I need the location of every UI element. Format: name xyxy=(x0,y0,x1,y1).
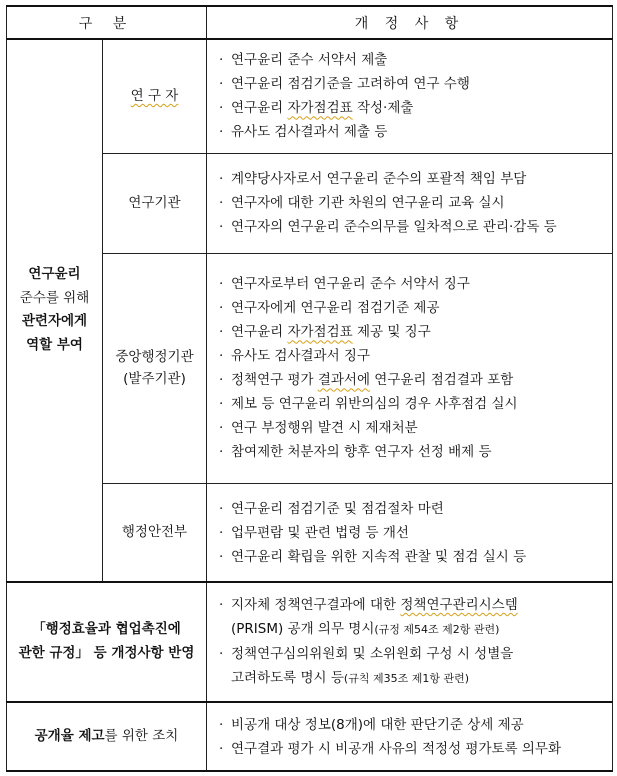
list-item: · 연구윤리 자가점검표 제공 및 징구 xyxy=(219,320,606,344)
agency-label: 중앙행정기관 (발주기관) xyxy=(103,253,207,484)
row-researcher xyxy=(7,39,613,153)
list-item: · 연구자의 연구윤리 준수의무를 일차적으로 관리·감독 등 xyxy=(219,215,606,239)
revision-table xyxy=(6,5,613,772)
list-item: · 참여제한 처분자의 향후 연구자 선정 배제 등 xyxy=(219,440,606,464)
mois-label: 행정안전부 xyxy=(103,484,207,582)
row-regulation xyxy=(7,582,613,703)
list-item: · 연구윤리 점검기준을 고려하여 연구 수행 xyxy=(219,72,606,96)
header-changes: 개 정 사 항 xyxy=(207,6,613,39)
list-item: · 지자체 정책연구결과에 대한 정책연구관리시스템 xyxy=(219,593,606,617)
list-item-continued: 고려하도록 명시 등(규칙 제35조 제1항 관련) xyxy=(231,669,469,686)
agency-items xyxy=(207,253,613,484)
list-item: · 유사도 검사결과서 징구 xyxy=(219,344,606,368)
institution-items xyxy=(207,153,613,253)
list-item: · 정책연구 평가 결과서에 연구윤리 점검결과 포함 xyxy=(219,368,606,392)
disclosure-items xyxy=(207,702,613,771)
row-disclosure xyxy=(7,702,613,771)
list-item: · 연구결과 평가 시 비공개 사유의 적정성 평가토록 의무화 xyxy=(219,737,606,761)
list-item: · 정책연구심의위원회 및 소위원회 구성 시 성별을 xyxy=(219,642,606,666)
header-category: 구 분 xyxy=(7,6,207,39)
list-item: · 계약당사자로서 연구윤리 준수의 포괄적 책임 부담 xyxy=(219,167,606,191)
list-item: · 연구 부정행위 발견 시 제재처분 xyxy=(219,416,606,440)
list-item: · 연구윤리 자가점검표 작성·제출 xyxy=(219,96,606,120)
list-item: · 업무편람 및 관련 법령 등 개선 xyxy=(219,521,606,545)
sec2-category: 「행정효율과 협업촉진에 관한 규정」 등 개정사항 반영 xyxy=(7,582,207,703)
list-item: · 유사도 검사결과서 제출 등 xyxy=(219,120,606,144)
sec3-category: 공개율 제고를 위한 조치 xyxy=(7,702,207,771)
list-item: · 연구자로부터 연구윤리 준수 서약서 징구 xyxy=(219,272,606,296)
list-item: · 연구윤리 준수 서약서 제출 xyxy=(219,48,606,72)
mois-items xyxy=(207,484,613,582)
list-item: · 연구자에 대한 기관 차원의 연구윤리 교육 실시 xyxy=(219,191,606,215)
institution-label: 연구기관 xyxy=(103,153,207,253)
list-item: · 제보 등 연구윤리 위반의심의 경우 사후점검 실시 xyxy=(219,392,606,416)
sec1-category: 연구윤리 준수를 위해 관련자에게 역할 부여 xyxy=(7,39,103,581)
list-item: · 연구윤리 점검기준 및 점검절차 마련 xyxy=(219,497,606,521)
researcher-label: 연 구 자 xyxy=(103,39,207,153)
list-item: · 연구자에게 연구윤리 점검기준 제공 xyxy=(219,296,606,320)
list-item: · 연구윤리 확립을 위한 지속적 관찰 및 점검 실시 등 xyxy=(219,545,606,569)
list-item: · 비공개 대상 정보(8개)에 대한 판단기준 상세 제공 xyxy=(219,713,606,737)
header-row xyxy=(7,6,613,39)
regulation-items xyxy=(207,582,613,703)
researcher-items xyxy=(207,39,613,153)
list-item-continued: (PRISM) 공개 의무 명시(규정 제54조 제2항 관련) xyxy=(231,620,500,637)
